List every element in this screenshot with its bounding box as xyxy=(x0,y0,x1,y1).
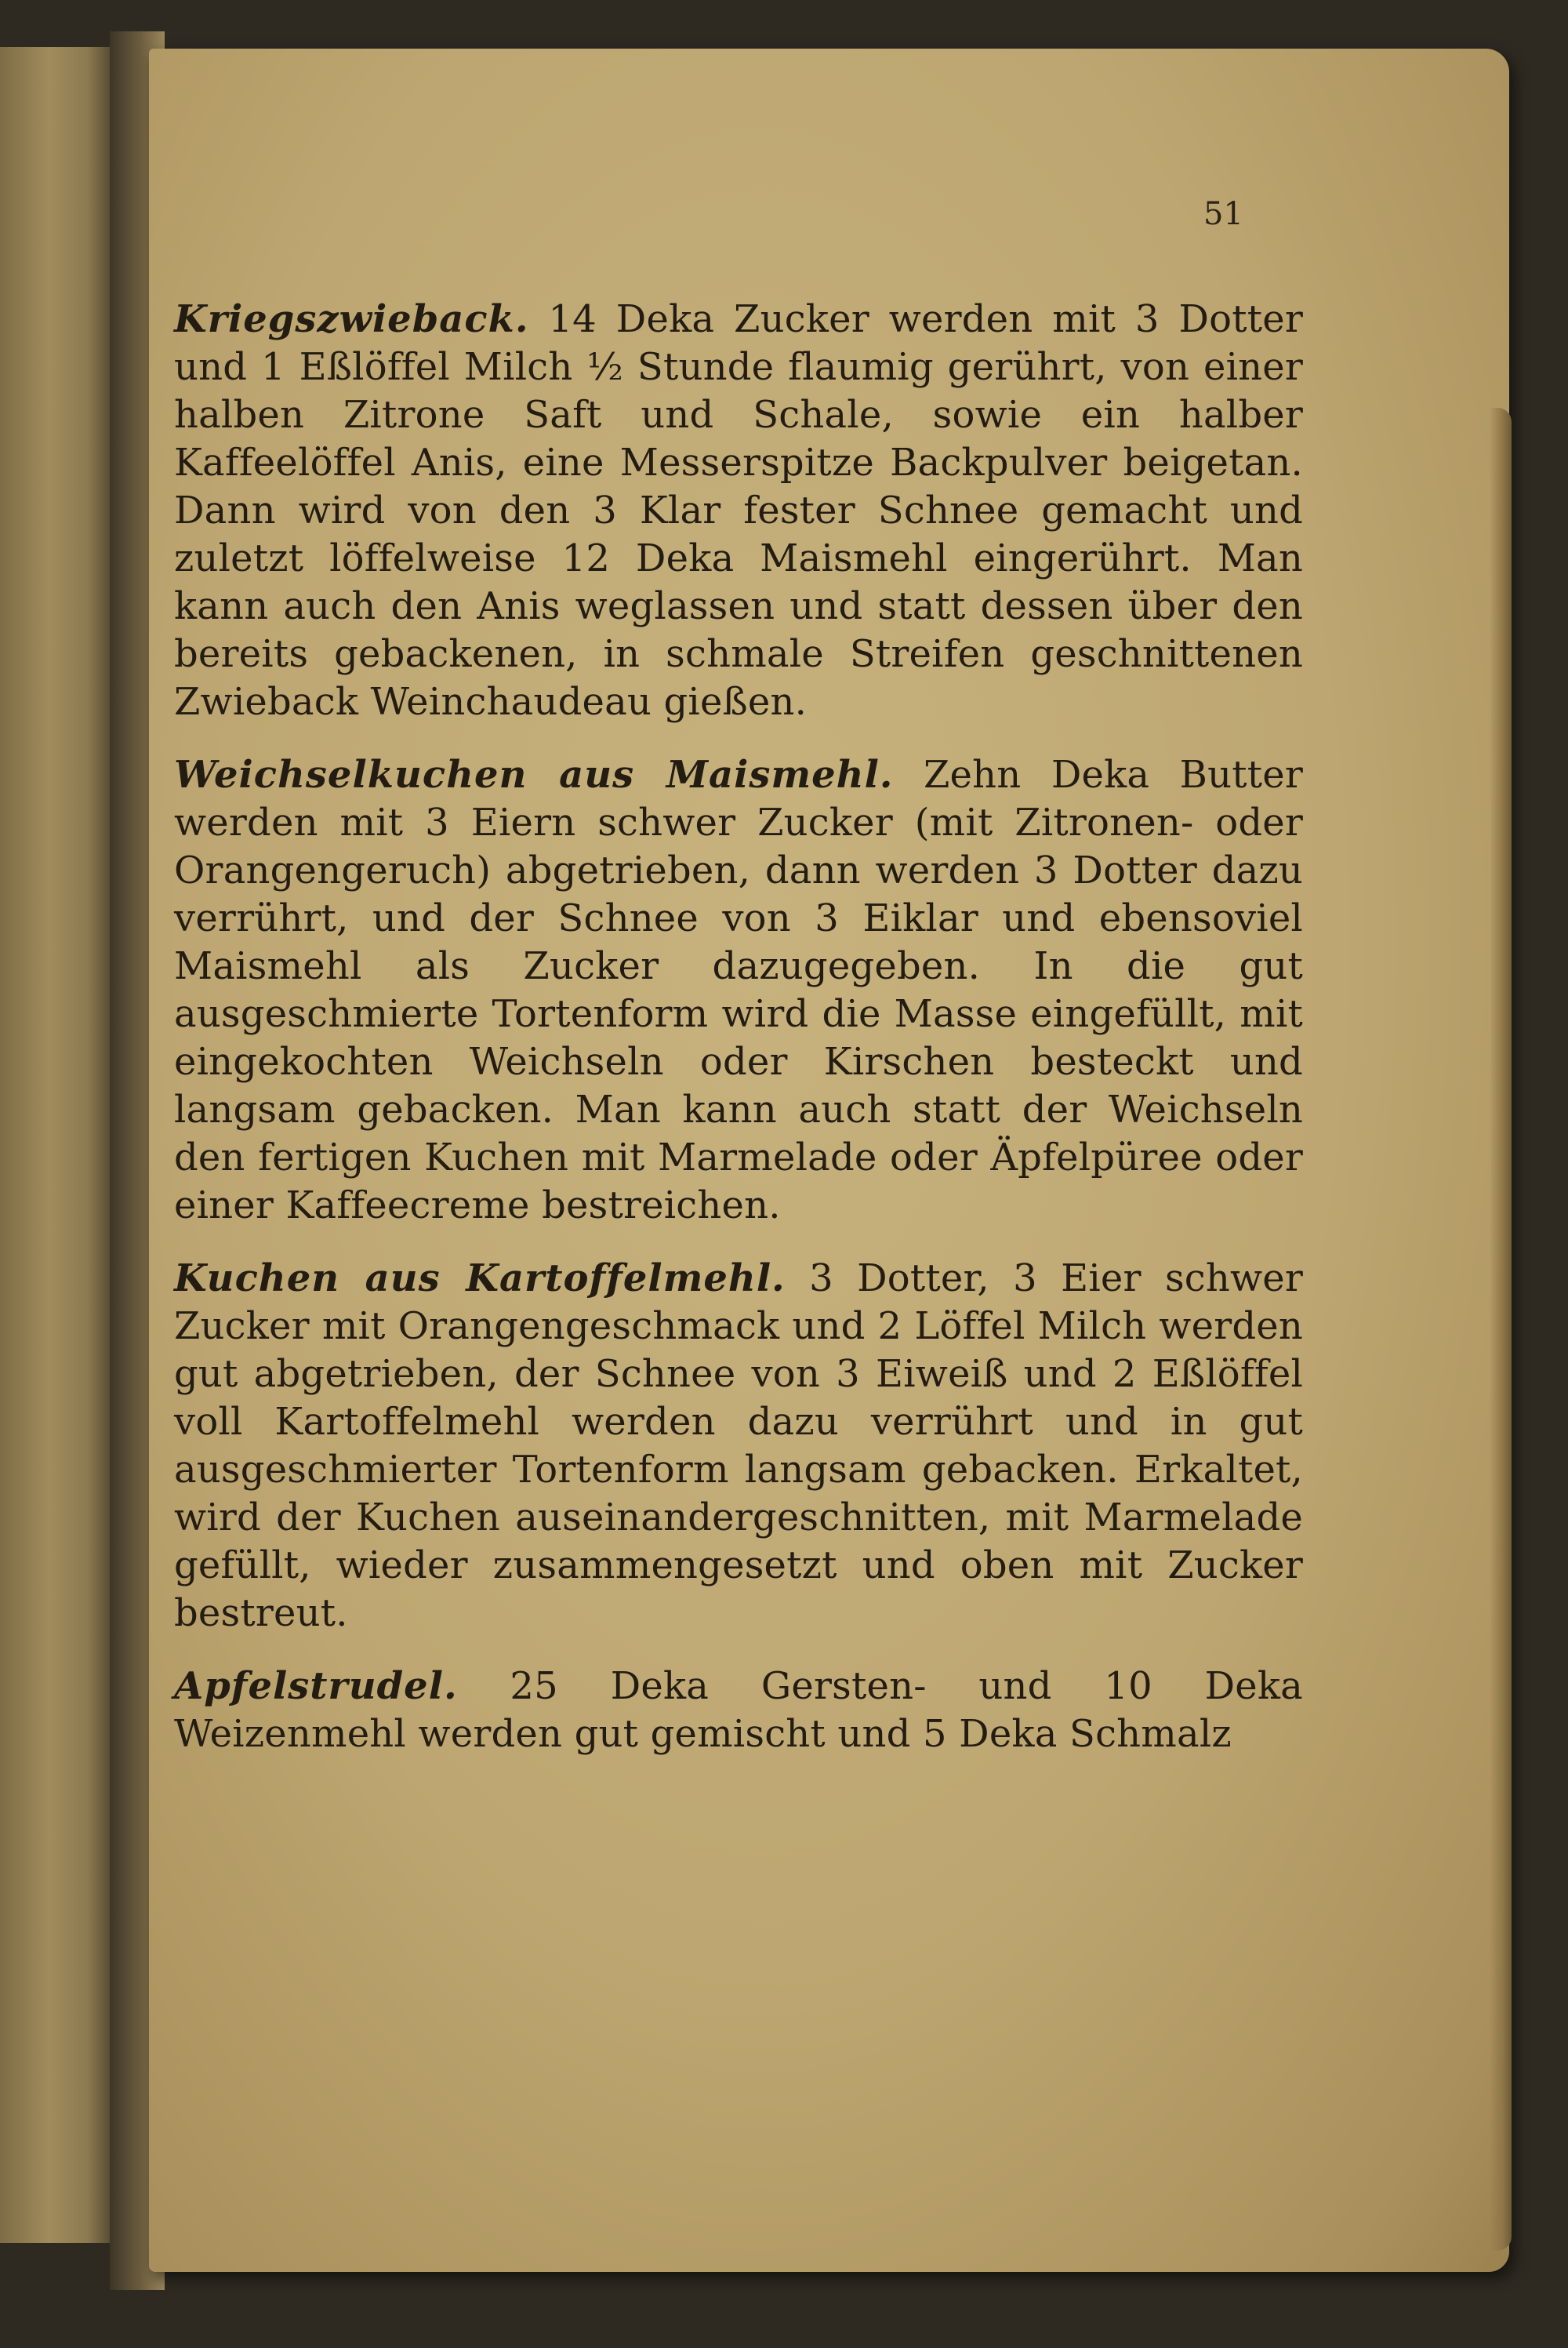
recipe-paragraph xyxy=(174,1255,1303,1637)
recipe-title: Apfelstrudel. xyxy=(174,1664,458,1708)
recipe-text: Zehn Deka Butter werden mit 3 Eiern schwer Zucker (mit Zitronen- oder Orangengeruch) abgetrieben, dann werden 3 Dotter dazu verrührt, und der Schnee von 3 Eiklar und ebensoviel Maismehl als Zucker dazugegeben. In die gut ausgeschmierte Tortenform wird die Masse eingefüllt, mit eingekochten Weichseln oder Kirschen besteckt und langsam gebacken. Man kann auch statt der Weichseln den fertigen Kuchen mit Marmelade oder Äpfelpüree oder einer Kaffeecreme bestreichen. xyxy=(174,753,1303,1227)
recipe-paragraph xyxy=(174,751,1303,1230)
recipe-paragraph xyxy=(174,296,1303,726)
recipe-text: 25 Deka Gersten- und 10 Deka Weizenmehl werden gut gemischt und 5 Deka Schmalz xyxy=(174,1664,1303,1756)
left-page-edge xyxy=(0,47,110,2243)
page-content xyxy=(174,184,1303,1783)
page-edge-shadow xyxy=(1490,408,1512,2251)
recipe-title: Kuchen aus Kartoffelmehl. xyxy=(174,1256,786,1300)
recipe-title: Weichselkuchen aus Maismehl. xyxy=(174,753,894,797)
recipe-text: 14 Deka Zucker werden mit 3 Dotter und 1 Eßlöffel Milch ½ Stunde flaumig gerührt, von einer halben Zitrone Saft und Schale, sowie ein halber Kaffeelöffel Anis, eine Messerspitze Backpulver beigetan. Dann wird von den 3 Klar fester Schnee gemacht und zuletzt löffelweise 12 Deka Maismehl eingerührt. Man kann auch den Anis weglassen und statt dessen über den bereits gebackenen, in schmale Streifen geschnittenen Zwieback Weinchaudeau gießen. xyxy=(174,297,1303,724)
recipe-paragraph xyxy=(174,1663,1303,1758)
recipe-title: Kriegszwieback. xyxy=(174,297,529,341)
page-number: 51 xyxy=(1203,196,1243,232)
recipe-text: 3 Dotter, 3 Eier schwer Zucker mit Orangengeschmack und 2 Löffel Milch werden gut abgetrieben, der Schnee von 3 Eiweiß und 2 Eßlöffel voll Kartoffelmehl werden dazu verrührt und in gut ausgeschmierter Tortenform langsam gebacken. Erkaltet, wird der Kuchen auseinandergeschnitten, mit Marmelade gefüllt, wieder zusammengesetzt und oben mit Zucker bestreut. xyxy=(174,1256,1304,1635)
